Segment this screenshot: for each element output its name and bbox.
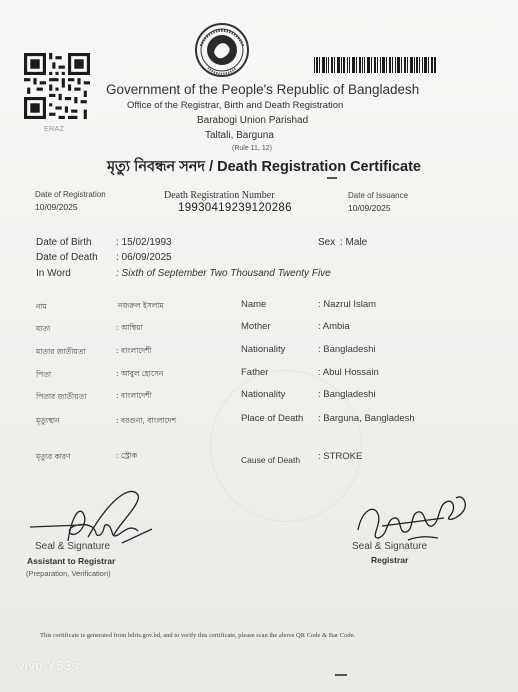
issuance-date-label: Date of Issuance	[348, 191, 409, 200]
registrar-signature	[348, 480, 478, 550]
registrar-role: Registrar	[371, 555, 409, 565]
birth-date-label: Date of Birth	[36, 237, 92, 248]
bn-father-label: পিতা	[36, 370, 52, 379]
bottom-dash	[335, 674, 347, 676]
bn-mother-nationality-label: মাতার জাতীয়তা	[36, 347, 86, 356]
mother-value: : Ambia	[318, 321, 350, 332]
location-name: Taltali, Barguna	[205, 130, 274, 141]
death-date-value: : 06/09/2025	[116, 252, 172, 263]
bn-cause-of-death-value: : স্ট্রোক	[116, 451, 138, 460]
barcode	[314, 57, 436, 73]
name-label: Name	[241, 299, 267, 310]
bn-name-value: নজরুল ইসলাম	[118, 301, 164, 310]
government-title: Government of the People's Republic of Bangladesh	[106, 82, 420, 97]
registration-date-label: Date of Registration	[35, 190, 106, 199]
father-value: : Abul Hossain	[318, 367, 379, 378]
bn-father-value: : আবুল হোসেন	[116, 369, 164, 378]
place-of-death-label: Place of Death	[241, 413, 304, 424]
assistant-seal-label: Seal & Signature	[35, 541, 111, 552]
mother-label: Mother	[241, 321, 271, 332]
bn-cause-of-death-label: মৃত্যুর কারণ	[36, 452, 71, 461]
union-name: Barabogi Union Parishad	[197, 115, 309, 126]
certificate-title: মৃত্যু নিবন্ধন সনদ / Death Registration Certificate	[107, 159, 421, 175]
father-nationality-value: : Bangladeshi	[318, 389, 376, 400]
mother-nationality-label: Nationality	[241, 344, 286, 355]
assistant-role: Assistant to Registrar	[27, 556, 116, 566]
bn-name-label: নাম	[36, 302, 47, 311]
rule-reference: (Rule 11, 12)	[232, 145, 272, 152]
bn-mother-nationality-value: : বাংলাদেশী	[116, 346, 152, 355]
qr-code	[24, 53, 90, 119]
registration-number-value: 19930419239120286	[178, 202, 292, 214]
in-word-label: In Word	[36, 268, 71, 279]
name-value: : Nazrul Islam	[318, 299, 377, 310]
issuance-date-value: 10/09/2025	[348, 203, 391, 213]
birth-date-value: : 15/02/1993	[116, 237, 172, 248]
bn-father-nationality-label: পিতার জাতীয়তা	[36, 392, 87, 401]
cause-of-death-label: Cause of Death	[241, 455, 301, 465]
footer-note: This certificate is generated from bdris.gov.bd, and to verify this certificate, please scan the above QR Code & Bar Code.	[40, 632, 356, 639]
camera-watermark: vivo Y53s	[18, 658, 79, 673]
registration-number-label: Death Registration Number	[164, 190, 275, 201]
assistant-role-sub: (Preparation, Verification)	[26, 569, 111, 578]
office-title: Office of the Registrar, Birth and Death Registration	[127, 100, 344, 111]
bn-father-nationality-value: : বাংলাদেশী	[116, 391, 152, 400]
government-seal-icon	[194, 22, 250, 78]
title-dash	[327, 177, 337, 179]
bn-place-of-death-label: মৃত্যুস্থান	[36, 416, 60, 425]
bn-place-of-death-value: : বরগুনা, বাংলাদেশ	[116, 416, 177, 425]
place-of-death-value: : Barguna, Bangladesh	[318, 413, 415, 424]
in-word-value: : Sixth of September Two Thousand Twenty Five	[116, 268, 331, 279]
registrar-seal-label: Seal & Signature	[352, 541, 428, 552]
death-date-label: Date of Death	[36, 252, 98, 263]
father-label: Father	[241, 367, 269, 378]
qr-caption: ERAZ	[44, 124, 65, 133]
bn-mother-value: : আম্বিয়া	[116, 323, 143, 332]
father-nationality-label: Nationality	[241, 389, 286, 400]
bn-mother-label: মাতা	[36, 324, 51, 333]
registration-date-value: 10/09/2025	[35, 202, 78, 212]
mother-nationality-value: : Bangladeshi	[318, 344, 376, 355]
sex-value: : Male	[340, 237, 368, 248]
sex-label: Sex	[318, 237, 336, 248]
cause-of-death-value: : STROKE	[318, 451, 363, 462]
